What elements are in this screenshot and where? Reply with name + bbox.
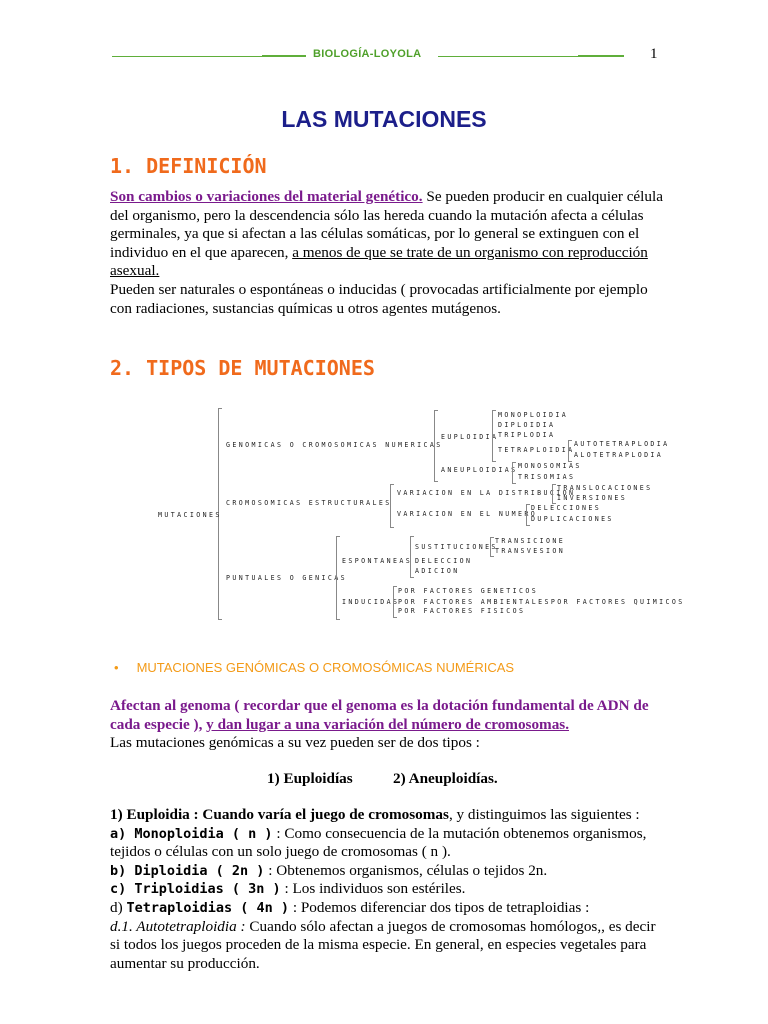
- diagram-brace-distribucion: [552, 484, 556, 504]
- definition-paragraph: [110, 188, 665, 318]
- triploidias-label: c) Triploidias ( 3n ): [110, 881, 281, 898]
- triploidias-text: : Los individuos son estériles.: [280, 880, 466, 898]
- definition-lead: Son cambios o variaciones del material genético.: [110, 188, 423, 205]
- page-number: 1: [650, 46, 658, 62]
- monoploidia-label: a) Monoploidia ( n ): [110, 825, 273, 842]
- diagram-brace-espontaneas: [410, 536, 414, 578]
- diagram-brace-aneuploidias: [512, 462, 516, 484]
- header-rule-right-accent: [578, 55, 624, 57]
- diagram-genomicas: GENOMICAS O CROMOSOMICAS NUMERICAS: [226, 441, 443, 449]
- diagram-transvesion: TRANSVESION: [495, 547, 566, 555]
- definition-underlined: a menos de que se trate de un organismo con reproducción asexual.: [110, 243, 648, 280]
- diploidia-text: : Obtenemos organismos, células o tejidos 2n.: [264, 861, 548, 879]
- diagram-duplicaciones: DUPLICACIONES: [531, 515, 614, 523]
- diagram-trisomias: TRISOMIAS: [518, 473, 576, 481]
- diagram-brace-puntuales: [336, 536, 340, 620]
- diagram-brace-sustituciones: [490, 537, 494, 557]
- diagram-brace-euploidia: [492, 410, 496, 462]
- diagram-espontaneas: ESPONTANEAS: [342, 557, 413, 565]
- diagram-monosomias: MONOSOMIAS: [518, 462, 582, 470]
- section-heading-definicion: 1. DEFINICIÓN: [110, 154, 267, 178]
- header-title: BIOLOGÍA-LOYOLA: [313, 48, 422, 60]
- diagram-factores-fisicos: POR FACTORES FISICOS: [398, 607, 526, 615]
- diagram-deleccion: DELECCION: [415, 557, 473, 565]
- genomic-mutations-heading: [114, 660, 514, 675]
- autotetraploidia-label: d.1. Autotetraploidia :: [110, 917, 246, 935]
- item-monoploidia: [110, 825, 665, 862]
- diagram-factores-ambientales: POR FACTORES AMBIENTALESPOR FACTORES QUIMICOS: [398, 598, 685, 606]
- genomic-intro-underlined: y dan lugar a una variación del número de cromosomas.: [206, 715, 570, 733]
- genomic-heading-text: MUTACIONES GENÓMICAS O CROMOSÓMICAS NUMÉRICAS: [136, 660, 515, 675]
- genomic-intro-plain: Las mutaciones genómicas a su vez pueden ser de dos tipos :: [110, 734, 480, 752]
- autotetraploidia-text: Cuando sólo afectan a juegos de cromosomas homólogos,, es decir si todos los juegos proceden de la misma especie. En general, en especies vegetales para aumentar su producción.: [110, 917, 656, 972]
- tetraploidias-text: : Podemos diferenciar dos tipos de tetraploidias :: [289, 898, 590, 916]
- item-triploidias: [110, 880, 665, 899]
- tetraploidias-prefix: d): [110, 898, 127, 916]
- euploidia-bold: 1) Euploidia : Cuando varía el juego de cromosomas: [110, 806, 449, 823]
- diagram-translocaciones: TRANSLOCACIONES: [557, 484, 653, 492]
- genomic-intro-bold: Afectan al genoma ( recordar que el genoma es la dotación fundamental de ADN de cada especie ),: [110, 697, 649, 733]
- header-rule-left-accent: [262, 55, 306, 57]
- diagram-euploidia: EUPLOIDIA: [441, 433, 499, 441]
- diagram-adicion: ADICION: [415, 567, 460, 575]
- diagram-brace-numero: [526, 504, 530, 526]
- diagram-inversiones: INVERSIONES: [557, 494, 628, 502]
- type-aneuploidias: 2) Aneuploidías.: [393, 770, 498, 787]
- diploidia-label: b) Diploidia ( 2n ): [110, 862, 265, 879]
- section-heading-tipos: 2. TIPOS DE MUTACIONES: [110, 356, 375, 380]
- header-rule-left: [112, 56, 262, 57]
- diagram-inducidas: INDUCIDAS: [342, 598, 400, 606]
- euploidia-intro: [110, 806, 665, 825]
- diagram-var-distribucion: VARIACION EN LA DISTRIBUCION: [397, 489, 576, 497]
- diagram-diploidia: DIPLOIDIA: [498, 421, 556, 429]
- definition-origin: Pueden ser naturales o espontáneas o inducidas ( provocadas artificialmente por ejemplo con radiaciones, sustancias químicas u otros agentes mutágenos.: [110, 280, 648, 317]
- item-diploidia: [110, 862, 665, 881]
- tetraploidias-label: Tetraploidias ( 4n ): [126, 899, 290, 916]
- diagram-tetraploidia: TETRAPLOIDIA: [498, 446, 575, 454]
- diagram-delecciones: DELECCIONES: [531, 504, 602, 512]
- diagram-root: MUTACIONES: [158, 511, 222, 519]
- diagram-sustituciones: SUSTITUCIONES: [415, 543, 498, 551]
- diagram-brace-genomicas: [434, 410, 438, 482]
- item-autotetraploidia: [110, 918, 665, 974]
- euploidia-rest: , y distinguimos las siguientes :: [448, 806, 640, 823]
- diagram-brace-inducidas: [393, 586, 397, 618]
- diagram-puntuales: PUNTUALES O GENICAS: [226, 574, 348, 582]
- item-tetraploidias: [110, 899, 665, 918]
- diagram-monoploidia: MONOPLOIDIA: [498, 411, 569, 419]
- diagram-estructurales: CROMOSOMICAS ESTRUCTURALES: [226, 499, 392, 507]
- diagram-factores-geneticos: POR FACTORES GENETICOS: [398, 587, 539, 595]
- diagram-triplodia: TRIPLODIA: [498, 431, 556, 439]
- header-rule-right: [438, 56, 578, 57]
- diagram-brace-estructurales: [390, 484, 394, 528]
- bullet-icon: •: [114, 660, 119, 675]
- diagram-var-numero: VARIACION EN EL NUMERO: [397, 510, 538, 518]
- diagram-autotetraplodia: AUTOTETRAPLODIA: [574, 440, 670, 448]
- document-title: LAS MUTACIONES: [281, 106, 487, 132]
- type-euploidias: 1) Euploidías: [267, 770, 353, 787]
- definition-text: Se pueden producir en cualquier célula del organismo, pero la descendencia sólo las hereda cuando la mutación afecta a células germinales, ya que si afectan a las células somáticas, por lo general se extinguen con el individuo en el que aparecen,: [110, 188, 663, 261]
- diagram-brace-tetraploidia: [568, 440, 572, 462]
- diagram-aneuploidias: ANEUPLOIDIAS: [441, 466, 518, 474]
- euploidia-list: [110, 806, 665, 973]
- diagram-transicione: TRANSICIONE: [495, 537, 566, 545]
- diagram-alotetraplodia: ALOTETRAPLODIA: [574, 451, 664, 459]
- genomic-intro: [110, 697, 665, 753]
- monoploidia-text: : Como consecuencia de la mutación obtenemos organismos, tejidos o células con un solo juego de cromosomas ( n ).: [110, 824, 647, 861]
